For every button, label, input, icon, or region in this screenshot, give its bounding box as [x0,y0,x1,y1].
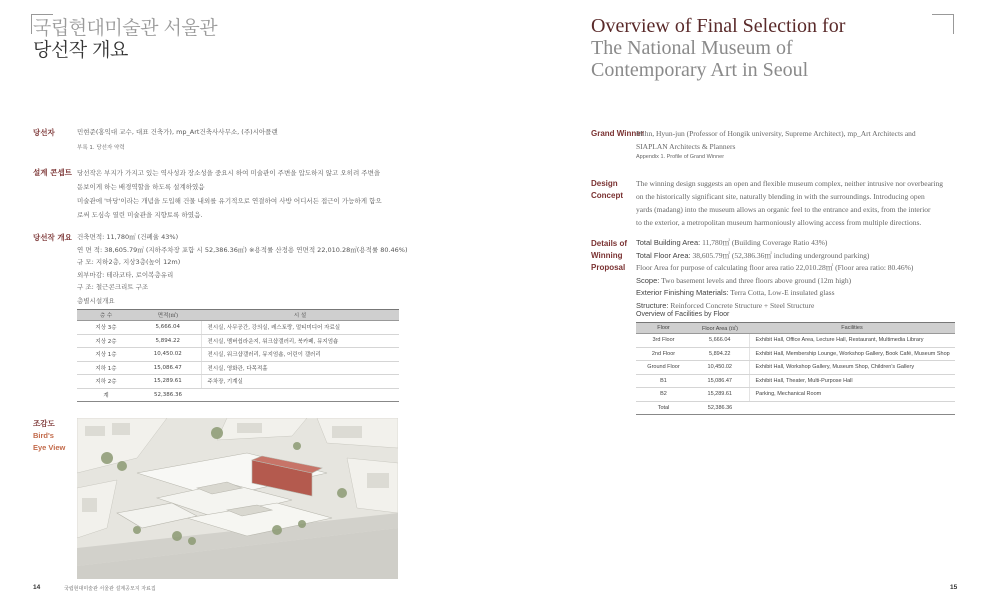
table-cell: 10,450.02 [135,348,201,362]
concept-label-en [591,178,623,202]
table-cell: 10,450.02 [691,361,749,375]
table-cell: 5,666.04 [135,321,201,335]
proposal-specs-en [636,237,913,312]
spec-key: Scope: [636,275,660,285]
table-cell [201,388,399,402]
spec-key: Exterior Finishing Materials: [636,288,729,297]
spec-value: Floor Area for purpose of calculating floor area ratio 22,010.28㎡ (Floor area ratio: 80.46%) [636,263,914,272]
table-cell: 계 [77,388,135,402]
table-cell: B2 [636,388,691,402]
spec-key: Structure: [636,300,669,310]
table-cell: 15,289.61 [691,388,749,402]
spec-key: Total Floor Area: [636,250,691,260]
table-cell: Exhibit Hall, Workshop Gallery, Museum Shop, Children's Gallery [749,361,955,375]
table-row [77,348,399,362]
winner-text: 민현준(홍익대 교수, 대표 건축가), mp_Art건축사사무소, (주)시아플랜 [77,128,278,136]
spec-line-en [636,287,913,300]
table-cell: 52,386.36 [135,388,201,402]
facilities-table-en [636,322,955,415]
concept-text [77,166,382,222]
concept-label: 설계 콘셉트 [33,168,72,177]
spec-value: Terra Cotta, Low-E insulated glass [728,288,835,297]
spec-line-en [636,275,913,288]
table-cell: 52,386.36 [691,401,749,415]
table-header: Floor Area (㎡) [691,323,749,334]
spec-line: 규 모: 지하2층, 지상3층(높이 12m) [77,258,181,266]
table-header: 층 수 [77,310,135,321]
proposal-label-en-2: Winning [591,251,623,260]
table-cell: 전시실, 워크샵갤러리, 뮤지엄숍, 어린이 갤러리 [201,348,399,362]
table-row [636,388,955,402]
table-cell: Total [636,401,691,415]
winner-note: 부록 1. 당선자 약력 [77,145,125,151]
spec-line-en [636,250,913,263]
concept-line: 로써 도심속 열린 미술관을 지향토록 하였음. [77,211,203,219]
spec-value: 38,605.79㎡ (52,386.36㎡ including underground parking) [690,250,870,260]
table-cell [749,401,955,415]
table-row [77,321,399,335]
table-row-total [77,388,399,402]
spec-line: 구 조: 철근콘크리트 구조 [77,283,149,291]
table-cell: B1 [636,374,691,388]
spec-value: 11,780㎡ (Building Coverage Ratio 43%) [700,238,828,247]
winner-line: Mihn, Hyun-jun (Professor of Hongik university, Supreme Architect), mp_Art Architects and [636,129,916,138]
table-cell: 15,086.47 [691,374,749,388]
table-row [77,361,399,375]
concept-line-en: on the historically significant site, naturally blending in with the surroundings. Introducing open [636,192,925,201]
table-cell: 지하 2층 [77,375,135,389]
table-header-row [77,310,399,321]
table-cell: 2nd Floor [636,347,691,361]
birdseye-label [33,418,65,454]
page-number-left: 14 [33,584,41,591]
table-header-row [636,323,955,334]
birdseye-label-en-1: Bird's [33,431,54,440]
table-cell: 전시실, 멤버쉽라운지, 워크샵갤러리, 북카페, 뮤지엄숍 [201,334,399,348]
concept-line-en: The winning design suggests an open and flexible museum complex, neither intrusive nor overbearing [636,179,944,188]
proposal-label-en [591,238,627,274]
table-header: Floor [636,323,691,334]
winner-label-en: Grand Winner [591,129,644,138]
table-cell: 지상 3층 [77,321,135,335]
birdseye-label-en-2: Eye View [33,443,66,452]
concept-line: 돋보이게 하는 배경역할을 하도록 설계하였음 [77,183,205,191]
spec-line: 연 면 적: 38,605.79㎡ (지하주차장 포함 시 52,386.36㎡) ※용적률 산정용 연면적 22,010.28㎡(용적률 80.46%) [77,245,408,254]
page-title-en [591,15,845,81]
table-cell: 지하 1층 [77,361,135,375]
concept-label-en-2: Concept [591,191,623,200]
table-cell: Parking, Mechanical Room [749,388,955,402]
proposal-label-en-1: Details of [591,239,628,248]
birdseye-rendering-image [77,418,398,579]
proposal-specs [77,231,408,294]
winner-note-en: Appendix 1. Profile of Grand Winner [636,154,725,160]
page-number-right: 15 [950,584,958,591]
table-cell: Exhibit Hall, Membership Lounge, Workshop Gallery, Book Café, Museum Shop [749,347,955,361]
table-header: 면적(㎡) [135,310,201,321]
winner-text-en [636,127,916,153]
page-title-kr-line1: 국립현대미술관 서울관 [33,17,218,39]
page-title-en-line1: Overview of Final Selection for [591,15,846,37]
table-row-total [636,401,955,415]
table-cell: 주차장, 기계실 [201,375,399,389]
table-cell: 5,894.22 [691,347,749,361]
right-page [492,0,984,604]
spec-line-en [636,262,913,275]
table-header: 시 설 [201,310,399,321]
table-caption: 층별시설개요 [77,297,115,305]
proposal-label: 당선작 개요 [33,233,72,242]
winner-line: SIAPLAN Architects & Planners [636,142,736,151]
birdseye-label-kr: 조감도 [33,419,55,428]
concept-line-en: yards (madang) into the museum allows an organic feel to the entrance and exits, from the interior [636,205,931,214]
table-cell: 3rd Floor [636,334,691,348]
concept-line: 당선작은 부지가 가지고 있는 역사성과 장소성을 중요시 하여 미술관이 주변을 압도하지 않고 오히려 주변을 [77,169,381,177]
concept-label-en-1: Design [591,179,618,188]
table-caption-en: Overview of Facilities by Floor [636,311,730,318]
facilities-table-kr [77,309,399,402]
spec-key: Total Building Area: [636,238,701,247]
table-row [636,347,955,361]
table-cell: 15,289.61 [135,375,201,389]
spec-line: 건축면적: 11,780㎡ (건폐율 43%) [77,233,179,241]
concept-text-en [636,177,943,229]
table-cell: Exhibit Hall, Office Area, Lecture Hall, Restaurant, Multimedia Library [749,334,955,348]
table-cell: Ground Floor [636,361,691,375]
table-row [636,334,955,348]
table-cell: Exhibit Hall, Theater, Multi-Purpose Hall [749,374,955,388]
concept-line-en: to the exterior, a metropolitan museum harmoniously allowing access from multiple directions. [636,218,922,227]
spec-line: 외부마감: 테라코타, 로이복층유리 [77,270,174,279]
concept-line: 미술관에 '마당'이라는 개념을 도입해 건물 내외를 유기적으로 연결하여 사방 어디서든 접근이 가능하게 함으 [77,197,382,205]
table-row [77,375,399,389]
table-cell: 지상 1층 [77,348,135,362]
table-cell: 전시실, 영화관, 다목적홀 [201,361,399,375]
winner-label: 당선자 [33,128,55,137]
table-row [77,334,399,348]
table-cell: 15,086.47 [135,361,201,375]
table-cell: 5,894.22 [135,334,201,348]
table-header: Facilities [749,323,955,334]
table-row [636,361,955,375]
spec-value: Two basement levels and three floors above ground (12m high) [659,275,852,285]
page-title-en-line3: Contemporary Art in Seoul [591,59,809,81]
page-title-kr-line2: 당선작 개요 [33,39,128,61]
proposal-label-en-3: Proposal [591,263,626,272]
table-cell: 5,666.04 [691,334,749,348]
table-cell: 전시실, 사무공간, 강의실, 레스토랑, 멀티미디어 자료실 [201,321,399,335]
corner-mark [932,14,954,34]
table-cell: 지상 2층 [77,334,135,348]
spec-value: Reinforced Concrete Structure + Steel Structure [668,300,815,310]
footer-text: 국립현대미술관 서울관 설계공모지 자료집 [64,586,156,592]
spec-line-en [636,237,913,250]
table-row [636,374,955,388]
page-title-en-line2: The National Museum of [591,37,793,59]
